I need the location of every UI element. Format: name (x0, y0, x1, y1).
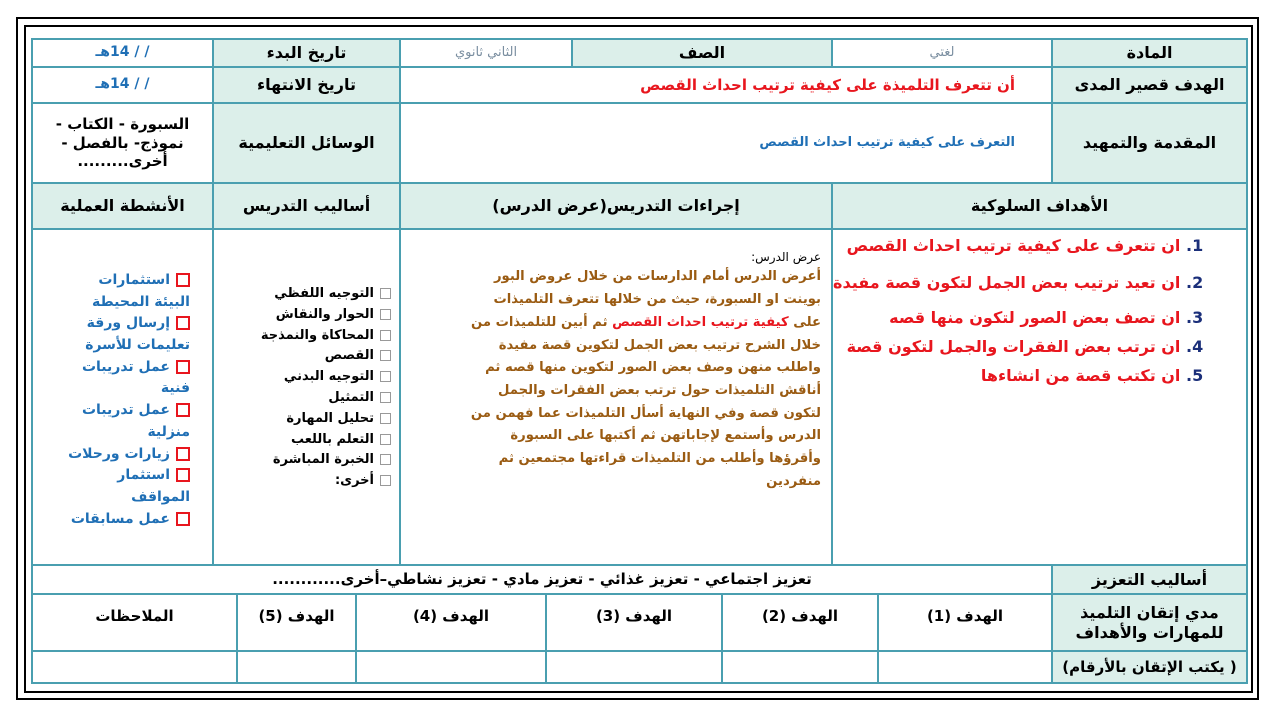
checkbox-icon[interactable] (380, 330, 391, 341)
methods-body (212, 228, 401, 566)
objective-item-2: 2. ان تعيد ترتيب بعض الجمل لتكون قصة مفيدة (833, 265, 1180, 300)
goal-4-score[interactable] (355, 650, 547, 684)
grade-value[interactable]: الثاني ثانوي (399, 38, 573, 68)
reinforcement-label: أساليب التعزيز (1051, 564, 1248, 595)
goal-2-header: الهدف (2) (721, 593, 879, 652)
checkbox-icon[interactable] (176, 512, 190, 526)
activity-item[interactable]: عمل تدريبات منزلية (81, 402, 190, 440)
procedures-text-1: أعرض الدرس أمام الدارسات من خلال عروض البور بوينت او السبورة، حيث من خلالها تتعرف التلميذات على (493, 269, 821, 330)
procedures-highlight: كيفية ترتيب احداث القصص (612, 314, 789, 330)
short-goal-label: الهدف قصير المدى (1051, 66, 1248, 104)
checkbox-icon[interactable] (176, 360, 190, 374)
method-item[interactable]: التعلم باللعب (214, 430, 391, 451)
checkbox-icon[interactable] (380, 288, 391, 299)
method-item[interactable]: الخبرة المباشرة (214, 450, 391, 471)
goal-5-header: الهدف (5) (236, 593, 357, 652)
checkbox-icon[interactable] (380, 454, 391, 465)
notes-header: الملاحظات (31, 593, 238, 652)
method-item[interactable]: التوجيه اللفظي (214, 284, 391, 305)
end-date-value[interactable]: / / 14هـ (31, 66, 214, 104)
procedures-text-3: ترتيب بعض الجمل لتكوين قصة مفيدة (498, 337, 741, 353)
activity-item[interactable]: زيارات ورحلات (61, 444, 190, 466)
objective-item-1: 1. ان تتعرف على كيفية ترتيب احداث القصص (833, 236, 1180, 257)
checkbox-icon[interactable] (380, 392, 391, 403)
procedures-heading: عرض الدرس: (751, 250, 821, 264)
subject-label: المادة (1051, 38, 1248, 68)
procedures-text-6: وفي النهاية أسأل التلميذات عما فهمن من الدرس وأستمع لإجاباتهن ثم أكتبها على السبورة وأقرؤها وأطلب من التلميذات قراءتها مجتمعين ثم منفردين (470, 405, 821, 489)
objective-item-5: 5. ان تكتب قصة من انشاءها (833, 366, 1180, 387)
procedures-text-4: واطلب منهن وصف بعض الصور لتكوين منها قصه ثم أناقش التلميذات حول (485, 360, 821, 398)
checkbox-icon[interactable] (380, 350, 391, 361)
procedures-text-5: ترتب بعض الفقرات والجمل لتكون قصة (498, 382, 821, 421)
activities-body (31, 228, 214, 566)
start-date-label: تاريخ البدء (212, 38, 401, 68)
method-item[interactable]: التمثيل (214, 388, 391, 409)
method-item[interactable]: التوجيه البدني (214, 367, 391, 388)
mastery-label: مدي إتقان التلميذ للمهارات والأهداف (1051, 593, 1248, 652)
activity-item[interactable]: عمل مسابقات (61, 509, 190, 531)
goal-4-header: الهدف (4) (355, 593, 547, 652)
checkbox-icon[interactable] (176, 468, 190, 482)
aids-value[interactable]: السبورة - الكتاب - نموذج- بالفصل - أخرى......... (31, 102, 214, 184)
mastery-note: ( يكتب الإتقان بالأرقام) (1051, 650, 1248, 684)
activity-item[interactable]: استثمارات البيئة المحيطة (92, 272, 190, 310)
intro-value[interactable]: التعرف على كيفية ترتيب احداث القصص (399, 102, 1053, 184)
activities-header: الأنشطة العملية (31, 182, 214, 230)
objectives-list (831, 228, 1248, 566)
method-item[interactable]: أخرى: (214, 471, 391, 492)
procedures-body (399, 228, 833, 566)
objectives-header: الأهداف السلوكية (831, 182, 1248, 230)
goal-2-score[interactable] (721, 650, 879, 684)
objective-item-3: 3. ان تصف بعض الصور لتكون منها قصه (833, 308, 1180, 329)
checkbox-icon[interactable] (176, 273, 190, 287)
checkbox-icon[interactable] (176, 447, 190, 461)
checkbox-icon[interactable] (176, 403, 190, 417)
goal-5-score[interactable] (236, 650, 357, 684)
activity-item[interactable]: استثمار المواقف (117, 467, 190, 505)
end-date-label: تاريخ الانتهاء (212, 66, 401, 104)
checkbox-icon[interactable] (380, 309, 391, 320)
activity-item[interactable]: عمل تدريبات فنية (81, 358, 190, 397)
start-date-value[interactable]: / / 14هـ (31, 38, 214, 68)
checkbox-icon[interactable] (380, 413, 391, 424)
grade-label: الصف (571, 38, 833, 68)
method-item[interactable]: المحاكاة والنمذجة (214, 326, 391, 347)
reinforcement-value[interactable]: تعزيز اجتماعي - تعزيز غذائي - تعزيز مادي - تعزيز نشاطي–أخرى............ (31, 564, 1053, 595)
checkbox-icon[interactable] (380, 371, 391, 382)
goal-3-score[interactable] (545, 650, 723, 684)
activity-item[interactable]: إرسال ورقة تعليمات للأسرة (85, 315, 190, 354)
subject-value[interactable]: لغتي (831, 38, 1053, 68)
short-goal-value[interactable]: أن تتعرف التلميذة على كيفية ترتيب احداث القصص (399, 66, 1053, 104)
goal-1-header: الهدف (1) (877, 593, 1053, 652)
objective-item-4: 4. ان ترتب بعض الفقرات والجمل لتكون قصة (833, 337, 1180, 358)
notes-value[interactable] (31, 650, 238, 684)
checkbox-icon[interactable] (176, 316, 190, 330)
checkbox-icon[interactable] (380, 475, 391, 486)
goal-1-score[interactable] (877, 650, 1053, 684)
methods-header: أساليب التدريس (212, 182, 401, 230)
procedures-text-2: ثم أبين للتلميذات من خلال الشرح (471, 314, 821, 353)
method-item[interactable]: تحليل المهارة (214, 409, 391, 430)
intro-label: المقدمة والتمهيد (1051, 102, 1248, 184)
goal-3-header: الهدف (3) (545, 593, 723, 652)
method-item[interactable]: القصص (214, 346, 391, 367)
aids-label: الوسائل التعليمية (212, 102, 401, 184)
checkbox-icon[interactable] (380, 434, 391, 445)
procedures-header: إجراءات التدريس(عرض الدرس) (399, 182, 833, 230)
method-item[interactable]: الحوار والنقاش (214, 305, 391, 326)
